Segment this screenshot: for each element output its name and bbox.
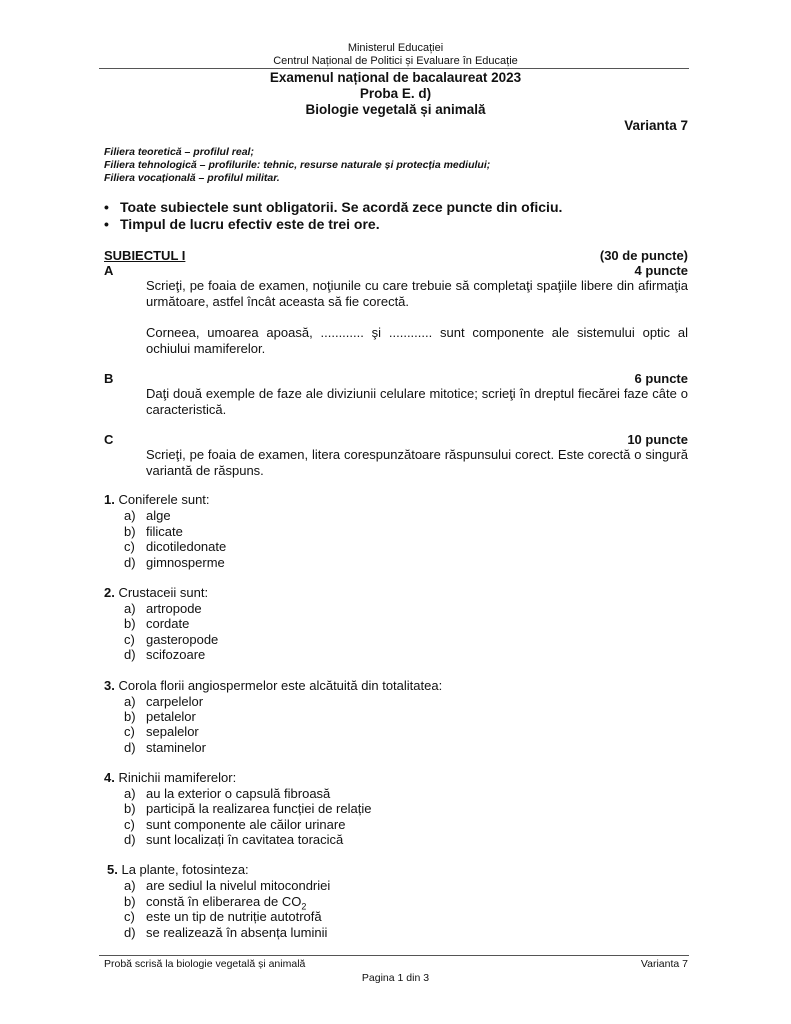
section-c-label: C <box>104 432 114 447</box>
answer-option: d) se realizează în absența luminii <box>124 925 328 940</box>
question-1 <box>104 492 210 508</box>
exam-subtitle: Proba E. d) <box>359 86 432 101</box>
section-a-instruction: Scrieţi, pe foaia de examen, noţiunile cu care trebuie să completaţi spaţiile libere din afirmaţia următoare, astfel încât aceasta să fie corectă. <box>146 278 688 309</box>
filiera-line: Filiera vocațională – profilul militar. <box>104 172 280 184</box>
question-number: 5. <box>107 862 118 877</box>
answer-option: b) constă în eliberarea de $CO_2$ <box>124 894 307 912</box>
question-2 <box>104 585 208 601</box>
answer-option: a) alge <box>124 508 171 523</box>
answer-option: a) au la exterior o capsulă fibroasă <box>124 786 331 801</box>
section-c-points: 10 puncte <box>627 432 688 447</box>
section-b-label: B <box>104 371 114 386</box>
answer-option: d) gimnosperme <box>124 555 225 570</box>
answer-option: a) are sediul la nivelul mitocondriei <box>124 878 331 893</box>
subject-title: SUBIECTUL I <box>104 248 186 263</box>
question-text: Rinichii mamiferelor: <box>118 770 237 785</box>
answer-option: c) sepalelor <box>124 724 199 739</box>
section-a-points: 4 puncte <box>634 263 688 278</box>
section-a-label: A <box>104 263 114 278</box>
answer-option: b) participă la realizarea funcției de relație <box>124 801 372 816</box>
section-b-points: 6 puncte <box>634 371 688 386</box>
question-3 <box>104 678 442 694</box>
rule-item: • Toate subiectele sunt obligatorii. Se acordă zece puncte din oficiu. <box>104 199 563 215</box>
rule-item: • Timpul de lucru efectiv este de trei ore. <box>104 216 380 232</box>
answer-option: a) artropode <box>124 601 202 616</box>
header-divider <box>99 68 689 69</box>
exam-subject: Biologie vegetală și animală <box>305 102 486 117</box>
question-5 <box>107 862 249 878</box>
answer-option: d) scifozoare <box>124 647 206 662</box>
answer-option: c) dicotiledonate <box>124 539 227 554</box>
answer-option: a) carpelelor <box>124 694 204 709</box>
section-b-instruction: Daţi două exemple de faze ale diviziunii celulare mitotice; scrieţi în dreptul fiecărei faze câte o caracteristică. <box>146 386 688 417</box>
exam-title: Examenul național de bacalaureat 2023 <box>269 70 522 85</box>
section-a-statement: Corneea, umoarea apoasă, ............ şi ............ sunt componente ale sistemului optic al ochiului mamiferelor. <box>146 325 688 356</box>
page-number: Pagina 1 din 3 <box>361 972 430 984</box>
question-number: 4. <box>104 770 115 785</box>
filiera-line: Filiera tehnologică – profilurile: tehnic, resurse naturale și protecția mediului; <box>104 159 491 171</box>
answer-option: c) sunt componente ale căilor urinare <box>124 817 346 832</box>
answer-option: b) cordate <box>124 616 190 631</box>
answer-option: d) sunt localizați în cavitatea toracică <box>124 832 344 847</box>
question-number: 3. <box>104 678 115 693</box>
answer-option: b) filicate <box>124 524 183 539</box>
footer-divider <box>99 955 689 956</box>
section-c-instruction: Scrieţi, pe foaia de examen, litera corespunzătoare răspunsului corect. Este corectă o singură variantă de răspuns. <box>146 447 688 478</box>
question-number: 2. <box>104 585 115 600</box>
question-text: Crustaceii sunt: <box>118 585 209 600</box>
answer-option: b) petalelor <box>124 709 196 724</box>
question-number: 1. <box>104 492 115 507</box>
centre-name: Centrul Național de Politici și Evaluare în Educație <box>273 55 518 67</box>
question-text: Corola florii angiospermelor este alcătuită din totalitatea: <box>118 678 443 693</box>
rule-text: Toate subiectele sunt obligatorii. Se acordă zece puncte din oficiu. <box>120 199 563 215</box>
question-text: Coniferele sunt: <box>118 492 210 507</box>
rule-text: Timpul de lucru efectiv este de trei ore. <box>120 216 380 232</box>
footer-left: Probă scrisă la biologie vegetală și animală <box>104 958 306 970</box>
subject-points: (30 de puncte) <box>599 248 688 263</box>
question-4 <box>104 770 236 786</box>
answer-option: c) gasteropode <box>124 632 219 647</box>
answer-option: d) staminelor <box>124 740 206 755</box>
co2-subscript: 2 <box>301 901 307 912</box>
footer-variant: Varianta 7 <box>640 958 688 970</box>
answer-option: c) este un tip de nutriție autotrofă <box>124 909 322 924</box>
ministry-name: Ministerul Educației <box>347 42 444 54</box>
filiera-line: Filiera teoretică – profilul real; <box>104 146 254 158</box>
variant-label: Varianta 7 <box>624 118 688 133</box>
question-text: La plante, fotosinteza: <box>121 862 249 877</box>
